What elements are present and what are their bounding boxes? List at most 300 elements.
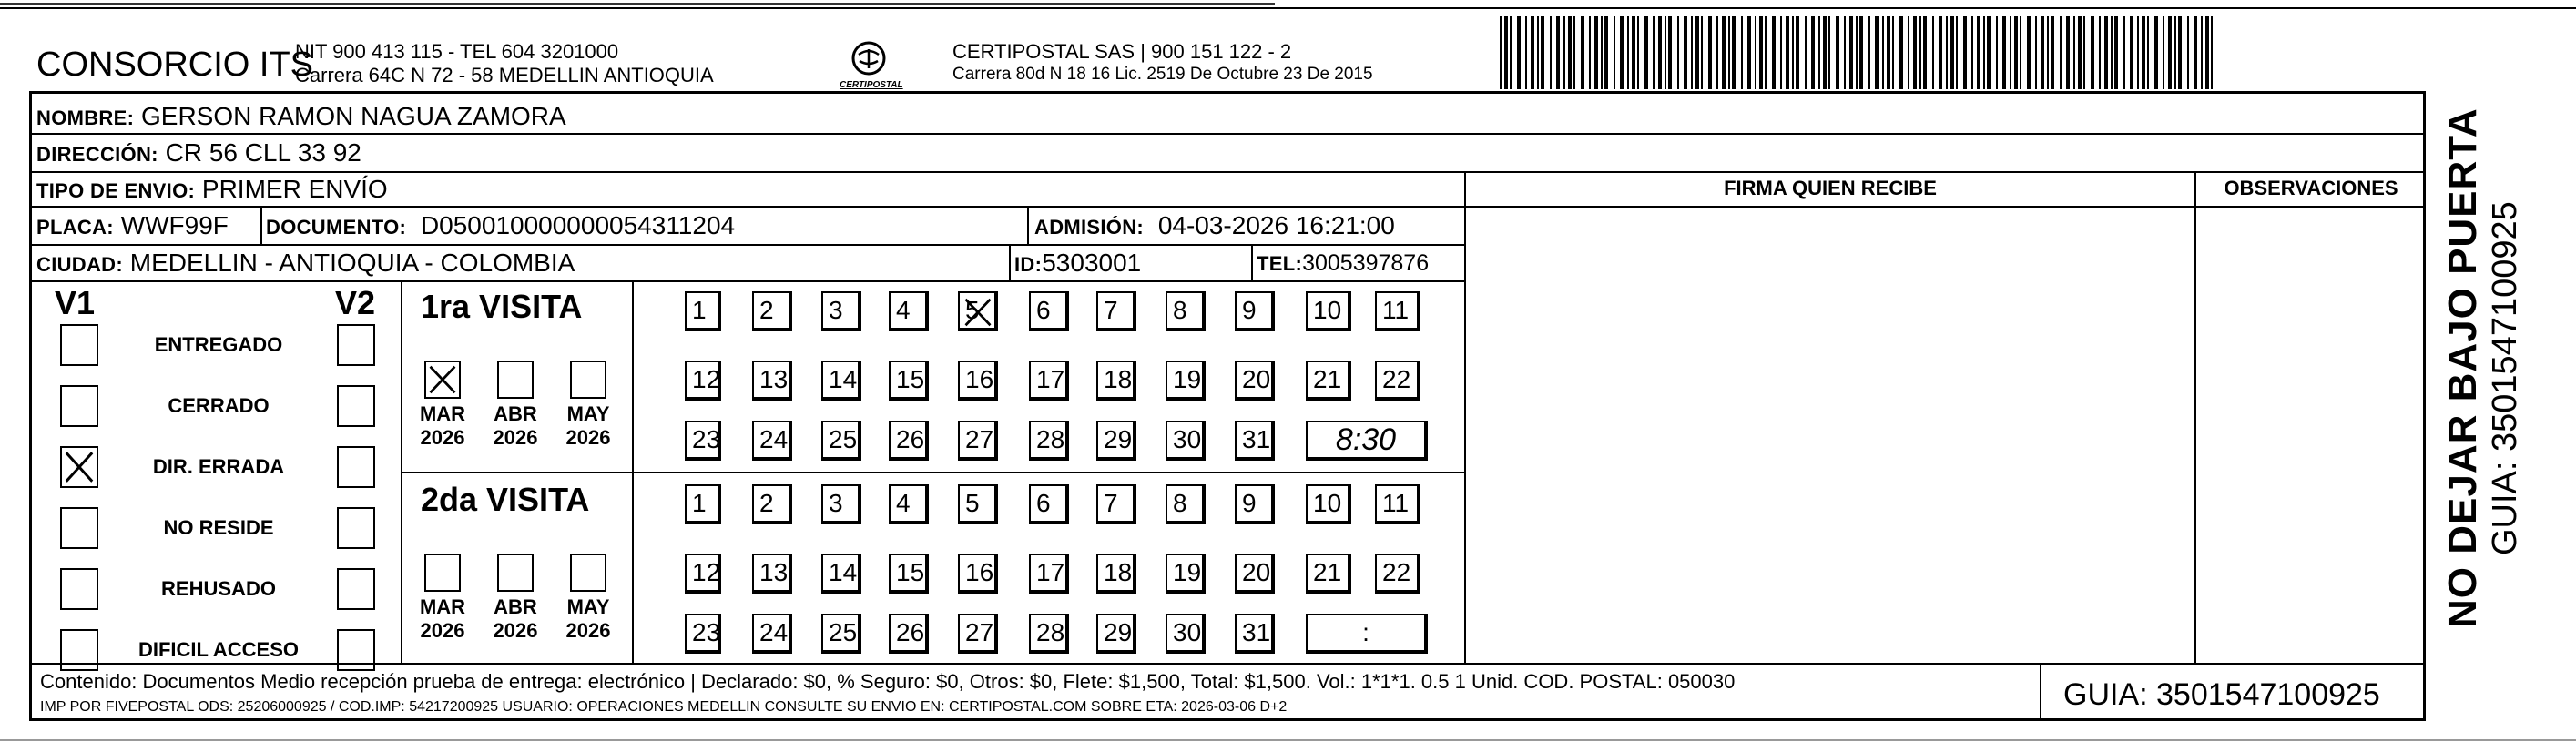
visit2-day-number: 4 — [896, 489, 911, 517]
visit2-day-number: 16 — [965, 558, 994, 586]
bottom-edge-line — [0, 739, 2576, 741]
visit2-day-number: 10 — [1313, 489, 1342, 517]
col-divider — [1009, 244, 1011, 280]
barcode-bar — [2020, 16, 2021, 89]
barcode-bar — [1741, 16, 1743, 89]
visit2-day-number: 14 — [829, 558, 858, 586]
status-option-label: DIR. ERRADA — [152, 455, 285, 478]
company-info — [295, 40, 714, 87]
barcode-bar — [1500, 16, 1502, 89]
logo-text: CERTIPOSTAL — [840, 80, 903, 90]
ciudad-cell — [36, 249, 575, 278]
visit1-day-box[interactable] — [1096, 361, 1136, 401]
tel-label: TEL: — [1257, 252, 1303, 275]
barcode-bar — [1818, 16, 1820, 89]
barcode-bar — [1971, 16, 1973, 89]
id-label: ID: — [1014, 253, 1043, 276]
admision-label: ADMISIÓN: — [1034, 216, 1145, 239]
visit2-day-number: 5 — [965, 489, 980, 517]
visit2-day-box[interactable] — [958, 554, 998, 594]
placa-value: WWF99F — [120, 211, 229, 239]
month-year: 2026 — [493, 426, 538, 449]
barcode-bar — [1716, 16, 1718, 89]
nombre-value: GERSON RAMON NAGUA ZAMORA — [140, 102, 566, 130]
visit2-day-number: 13 — [759, 558, 789, 586]
visit1-day-number: 1 — [692, 296, 707, 324]
firma-header: FIRMA QUIEN RECIBE — [1724, 177, 1937, 199]
certipostal-nit: CERTIPOSTAL SAS | 900 151 122 - 2 — [952, 40, 1292, 63]
barcode-bar — [2060, 16, 2062, 89]
tipo-label: TIPO DE ENVIO: — [36, 179, 196, 202]
barcode-bar — [2041, 16, 2044, 89]
v1-header: V1 — [55, 284, 96, 321]
barcode-bar — [1859, 16, 1863, 89]
visit2-day-box[interactable] — [1166, 484, 1206, 524]
row-divider — [29, 280, 1466, 282]
visit1-day-box[interactable] — [821, 421, 861, 461]
visit2-day-box[interactable] — [1306, 484, 1351, 524]
barcode-bar — [1627, 16, 1629, 89]
barcode-bar — [2010, 16, 2011, 89]
certipostal-info — [952, 40, 1373, 86]
visit2-day-number: 8 — [1173, 489, 1187, 517]
tel-value: 3005397876 — [1302, 250, 1430, 276]
visit2-month-checkbox[interactable] — [424, 554, 461, 592]
visit2-day-number: 3 — [829, 489, 843, 517]
barcode-bar — [1594, 16, 1598, 89]
barcode-bar — [1632, 16, 1635, 89]
visit2-day-number: 7 — [1104, 489, 1118, 517]
tipo-row — [36, 175, 388, 204]
visit2-day-number: 26 — [896, 618, 925, 646]
visit2-day-number: 22 — [1382, 558, 1411, 586]
visit1-day-box[interactable] — [1029, 361, 1069, 401]
month-name: MAR — [419, 595, 466, 618]
visit1-day-number: 15 — [896, 365, 925, 393]
barcode-bar — [1780, 16, 1782, 89]
visit2-day-number: 15 — [896, 558, 925, 586]
col-divider — [632, 280, 634, 663]
barcode-bar — [2035, 16, 2037, 89]
month-year: 2026 — [565, 619, 611, 642]
visit1-day-box[interactable] — [821, 291, 861, 331]
visit2-day-box[interactable] — [821, 614, 861, 654]
barcode-bar — [2205, 16, 2209, 89]
company-nit: NIT 900 413 115 - TEL 604 3201000 — [295, 40, 619, 63]
barcode-bar — [2142, 16, 2145, 89]
visit2-day-number: 30 — [1173, 618, 1202, 646]
visit2-day-number: 29 — [1104, 618, 1133, 646]
visit2-day-number: 9 — [1242, 489, 1257, 517]
visit2-day-box[interactable] — [1029, 484, 1069, 524]
barcode-bar — [1573, 16, 1575, 89]
status-option-label: NO RESIDE — [163, 516, 274, 539]
no-dejar-bajo-puerta: NO DEJAR BAJO PUERTA — [2440, 107, 2485, 628]
barcode-bar — [1759, 16, 1763, 89]
documento-cell — [266, 211, 735, 240]
direccion-value: CR 56 CLL 33 92 — [165, 138, 361, 167]
barcode-bar — [1620, 16, 1624, 89]
visit2-day-box[interactable] — [821, 554, 861, 594]
visit2-day-number: 20 — [1242, 558, 1271, 586]
visit1-day-box[interactable] — [752, 421, 792, 461]
footer-contents: Contenido: Documentos Medio recepción prueba de entrega: electrónico | Declarado: $0, % Seguro: $0, Otros: $0, Flete: $1,500, Total: $1,500. Vol.: 1*1*1. 0.5 1 Unid. COD. POSTAL: 050030 — [40, 670, 1736, 693]
visit1-day-box[interactable] — [1306, 361, 1351, 401]
visit1-day-number: 29 — [1104, 425, 1133, 453]
barcode-bar — [1919, 16, 1921, 89]
barcode-bar — [1856, 16, 1858, 89]
visit1-day-box[interactable] — [1306, 291, 1351, 331]
visit2-title: 2da VISITA — [421, 481, 590, 518]
visit2-day-number: 19 — [1173, 558, 1202, 586]
barcode-bar — [2091, 16, 2094, 89]
barcode-bar — [1691, 16, 1693, 89]
visit2-day-box[interactable] — [752, 484, 792, 524]
visit1-day-number: 23 — [692, 425, 721, 453]
visit1-day-box[interactable] — [1235, 361, 1275, 401]
visit1-day-number: 17 — [1036, 365, 1065, 393]
barcode-bar — [2078, 16, 2082, 89]
month-name: MAR — [419, 402, 466, 425]
visit1-day-number: 5 — [965, 296, 980, 324]
barcode-bar — [1510, 16, 1512, 89]
row-divider — [29, 133, 2426, 135]
barcode-bar — [2047, 16, 2049, 89]
barcode-bar — [1658, 16, 1662, 89]
visit1-day-number: 10 — [1313, 296, 1342, 324]
barcode-bar — [2130, 16, 2133, 89]
visit2-day-box[interactable] — [1375, 484, 1420, 524]
barcode-bar — [1504, 16, 1508, 89]
visit2-time-box[interactable] — [1306, 614, 1428, 654]
status-option-label: DIFICIL ACCESO — [137, 638, 299, 661]
visit2-day-box[interactable] — [1166, 554, 1206, 594]
visit2-month-label — [557, 595, 619, 643]
visit1-day-box[interactable] — [1235, 421, 1275, 461]
company-address: Carrera 64C N 72 - 58 MEDELLIN ANTIOQUIA — [295, 64, 714, 86]
barcode-bar — [1722, 16, 1726, 89]
visit2-day-box[interactable] — [1375, 554, 1420, 594]
direccion-label: DIRECCIÓN: — [36, 143, 158, 166]
barcode-bar — [1601, 16, 1603, 89]
v1-checkbox[interactable] — [60, 568, 98, 610]
visit1-day-box[interactable] — [889, 361, 929, 401]
barcode-bar — [1932, 16, 1934, 89]
visit2-day-box[interactable] — [1306, 554, 1351, 594]
tipo-value: PRIMER ENVÍO — [201, 175, 388, 203]
visit1-day-number: 12 — [692, 365, 721, 393]
barcode-bar — [1996, 16, 1998, 89]
company-name: CONSORCIO ITS — [36, 46, 314, 84]
visit2-day-box[interactable] — [752, 554, 792, 594]
barcode-bar — [1614, 16, 1615, 89]
visit1-day-number: 26 — [896, 425, 925, 453]
footer-printing-info: IMP POR FIVEPOSTAL ODS: 25206000925 / COD.IMP: 54217200925 USUARIO: OPERACIONES MEDELLIN CONSULTE SU ENVIO EN: CERTIPOSTAL.COM SOBRE ETA: 2026-03-06 D+2 — [40, 699, 1288, 715]
barcode-bar — [2154, 16, 2158, 89]
barcode-bar — [1665, 16, 1666, 89]
visit2-day-box[interactable] — [1096, 484, 1136, 524]
visit1-day-box[interactable] — [1235, 291, 1275, 331]
barcode-bar — [1786, 16, 1789, 89]
month-name: ABR — [494, 402, 537, 425]
visit2-month-checkbox[interactable] — [570, 554, 606, 592]
visit2-day-box[interactable] — [1235, 614, 1275, 654]
visit1-day-box[interactable] — [1166, 421, 1206, 461]
visit1-day-number: 20 — [1242, 365, 1271, 393]
visit2-day-box[interactable] — [1029, 554, 1069, 594]
barcode-bar — [1695, 16, 1699, 89]
visit1-day-box[interactable] — [1029, 421, 1069, 461]
row-divider — [1466, 206, 2194, 208]
barcode-bar — [1923, 16, 1927, 89]
barcode-bar — [1950, 16, 1954, 89]
v2-checkbox[interactable] — [337, 324, 375, 366]
barcode-bar — [2066, 16, 2070, 89]
barcode-bar — [2027, 16, 2031, 89]
nombre-label: NOMBRE: — [36, 107, 135, 129]
visit2-day-box[interactable] — [685, 554, 721, 594]
barcode-bar — [1908, 16, 1909, 89]
visit1-day-number: 31 — [1242, 425, 1271, 453]
visit2-day-box[interactable] — [685, 614, 721, 654]
barcode-bar — [1525, 16, 1527, 89]
visit-divider — [402, 472, 1466, 473]
barcode-bar — [1531, 16, 1534, 89]
visit2-day-box[interactable] — [1235, 554, 1275, 594]
observaciones-header: OBSERVACIONES — [2224, 177, 2398, 199]
month-year: 2026 — [565, 426, 611, 449]
month-name: ABR — [494, 595, 537, 618]
visit1-day-number: 22 — [1382, 365, 1411, 393]
visit1-day-box[interactable] — [685, 361, 721, 401]
visit2-day-box[interactable] — [889, 484, 929, 524]
month-year: 2026 — [420, 426, 465, 449]
v1-checkbox[interactable] — [60, 324, 98, 366]
visit2-day-box[interactable] — [1096, 554, 1136, 594]
visit1-day-box[interactable] — [821, 361, 861, 401]
barcode-bar — [1875, 16, 1879, 89]
visit2-day-number: 21 — [1313, 558, 1342, 586]
visit2-day-box[interactable] — [821, 484, 861, 524]
v2-checkbox[interactable] — [337, 568, 375, 610]
side-guia: GUIA: 3501547100925 — [2486, 201, 2524, 555]
barcode-bar — [2014, 16, 2018, 89]
visit1-day-number: 19 — [1173, 365, 1202, 393]
barcode-bar — [2051, 16, 2054, 89]
visit2-day-number: 24 — [759, 618, 789, 646]
barcode-bar — [1677, 16, 1679, 89]
barcode-bar — [1537, 16, 1539, 89]
barcode-bar — [1732, 16, 1736, 89]
visit1-day-box[interactable] — [1166, 361, 1206, 401]
top-edge-line — [0, 7, 2576, 9]
barcode-bar — [1836, 16, 1839, 89]
barcode — [1498, 16, 2226, 89]
documento-value: D050010000000054311204 — [420, 211, 736, 239]
barcode-bar — [2104, 16, 2108, 89]
barcode-bar — [1550, 16, 1552, 89]
barcode-bar — [2083, 16, 2085, 89]
barcode-bar — [1765, 16, 1767, 89]
barcode-bar — [1792, 16, 1794, 89]
footer-divider — [29, 663, 2426, 665]
visit1-month-checkbox[interactable] — [424, 361, 461, 399]
visit2-day-box[interactable] — [958, 614, 998, 654]
barcode-bar — [1755, 16, 1756, 89]
barcode-bar — [1956, 16, 1958, 89]
barcode-bar — [2168, 16, 2172, 89]
v1-checkbox[interactable] — [60, 385, 98, 427]
barcode-bar — [1913, 16, 1917, 89]
visit1-day-box[interactable] — [685, 421, 721, 461]
visit1-month-label — [484, 402, 546, 450]
barcode-bar — [1517, 16, 1521, 89]
id-cell — [1014, 249, 1141, 278]
certipostal-address: Carrera 80d N 18 16 Lic. 2519 De Octubre 23 De 2015 — [952, 65, 1373, 84]
status-option-label: ENTREGADO — [154, 333, 283, 356]
visit2-day-number: 6 — [1036, 489, 1051, 517]
visit1-day-box[interactable] — [1029, 291, 1069, 331]
barcode-bar — [1828, 16, 1830, 89]
visit1-month-label — [557, 402, 619, 450]
barcode-bar — [2111, 16, 2113, 89]
visit2-day-number: 17 — [1036, 558, 1065, 586]
barcode-bar — [2194, 16, 2197, 89]
visit1-day-number: 28 — [1036, 425, 1065, 453]
visit2-day-box[interactable] — [752, 614, 792, 654]
barcode-bar — [2099, 16, 2101, 89]
col-divider — [1251, 244, 1253, 280]
barcode-bar — [2114, 16, 2118, 89]
v1-checkbox[interactable] — [60, 507, 98, 549]
visit1-day-box[interactable] — [1096, 291, 1136, 331]
visit1-day-box[interactable] — [752, 361, 792, 401]
visit1-day-box[interactable] — [889, 421, 929, 461]
barcode-bar — [1882, 16, 1884, 89]
visit2-month-checkbox[interactable] — [497, 554, 534, 592]
visit1-time: 8:30 — [1335, 422, 1397, 457]
visit1-day-box[interactable] — [685, 291, 721, 331]
visit1-day-number: 7 — [1104, 296, 1118, 324]
visit2-day-box[interactable] — [958, 484, 998, 524]
placa-cell — [36, 211, 229, 240]
status-option-label: REHUSADO — [161, 577, 276, 600]
documento-label: DOCUMENTO: — [266, 216, 407, 239]
col-divider — [1027, 206, 1029, 244]
visit1-day-number: 3 — [829, 296, 843, 324]
v1-checkbox[interactable] — [60, 446, 98, 488]
visit1-day-number: 9 — [1242, 296, 1257, 324]
visit1-day-box[interactable] — [958, 361, 998, 401]
visit1-day-number: 6 — [1036, 296, 1051, 324]
barcode-bar — [1946, 16, 1948, 89]
col-divider — [401, 280, 402, 663]
barcode-bar — [2201, 16, 2203, 89]
v2-checkbox[interactable] — [337, 385, 375, 427]
barcode-bar — [1772, 16, 1776, 89]
barcode-bar — [2147, 16, 2149, 89]
visit1-month-checkbox[interactable] — [497, 361, 534, 399]
v1-checkbox[interactable] — [60, 629, 98, 671]
visit2-day-number: 28 — [1036, 618, 1065, 646]
visit1-day-box[interactable] — [752, 291, 792, 331]
ciudad-value: MEDELLIN - ANTIOQUIA - COLOMBIA — [129, 249, 575, 277]
visit2-day-box[interactable] — [889, 614, 929, 654]
v2-checkbox[interactable] — [337, 507, 375, 549]
barcode-bar — [1844, 16, 1846, 89]
barcode-bar — [1568, 16, 1572, 89]
visit2-day-box[interactable] — [1096, 614, 1136, 654]
top-edge-line — [0, 3, 1275, 5]
visit2-day-box[interactable] — [685, 484, 721, 524]
barcode-bar — [2123, 16, 2125, 89]
barcode-bar — [1849, 16, 1853, 89]
admision-value: 04-03-2026 16:21:00 — [1157, 211, 1395, 239]
visit1-day-box[interactable] — [889, 291, 929, 331]
visit2-day-box[interactable] — [1166, 614, 1206, 654]
nombre-row — [36, 102, 566, 131]
barcode-bar — [2163, 16, 2164, 89]
barcode-bar — [1708, 16, 1712, 89]
visit1-day-box[interactable] — [1096, 421, 1136, 461]
col-divider — [2040, 663, 2041, 721]
visit1-day-box[interactable] — [1375, 361, 1420, 401]
month-year: 2026 — [493, 619, 538, 642]
v2-checkbox[interactable] — [337, 629, 375, 671]
visit1-day-number: 16 — [965, 365, 994, 393]
barcode-bar — [1963, 16, 1967, 89]
visit2-day-number: 31 — [1242, 618, 1271, 646]
row-divider — [29, 171, 2426, 173]
visit1-day-box[interactable] — [1166, 291, 1206, 331]
barcode-bar — [2187, 16, 2189, 89]
visit1-time-box[interactable] — [1306, 421, 1428, 461]
barcode-bar — [1796, 16, 1799, 89]
footer-guia: GUIA: 3501547100925 — [2063, 677, 2380, 712]
visit2-day-box[interactable] — [1029, 614, 1069, 654]
visit1-month-label — [412, 402, 473, 450]
barcode-bar — [1589, 16, 1591, 89]
barcode-bar — [2137, 16, 2139, 89]
direccion-row — [36, 138, 361, 168]
barcode-bar — [1887, 16, 1890, 89]
month-name: MAY — [566, 402, 610, 425]
visit2-day-number: 2 — [759, 489, 774, 517]
visit2-day-number: 1 — [692, 489, 707, 517]
visit1-month-checkbox[interactable] — [570, 361, 606, 399]
visit2-day-box[interactable] — [889, 554, 929, 594]
row-divider — [2194, 206, 2426, 208]
barcode-bar — [1728, 16, 1730, 89]
barcode-bar — [1747, 16, 1751, 89]
visit1-title: 1ra VISITA — [421, 288, 583, 325]
visit1-day-number: 4 — [896, 296, 911, 324]
barcode-bar — [2178, 16, 2182, 89]
barcode-bar — [1684, 16, 1687, 89]
visit1-day-number: 24 — [759, 425, 789, 453]
visit2-day-box[interactable] — [1235, 484, 1275, 524]
barcode-bar — [1556, 16, 1560, 89]
v2-checkbox[interactable] — [337, 446, 375, 488]
visit1-day-box[interactable] — [958, 291, 998, 331]
tel-cell — [1257, 250, 1429, 277]
visit1-day-box[interactable] — [958, 421, 998, 461]
visit1-day-box[interactable] — [1375, 291, 1420, 331]
barcode-bar — [2073, 16, 2075, 89]
visit2-day-number: 23 — [692, 618, 721, 646]
barcode-bar — [1892, 16, 1894, 89]
visit1-day-number: 11 — [1382, 296, 1410, 324]
